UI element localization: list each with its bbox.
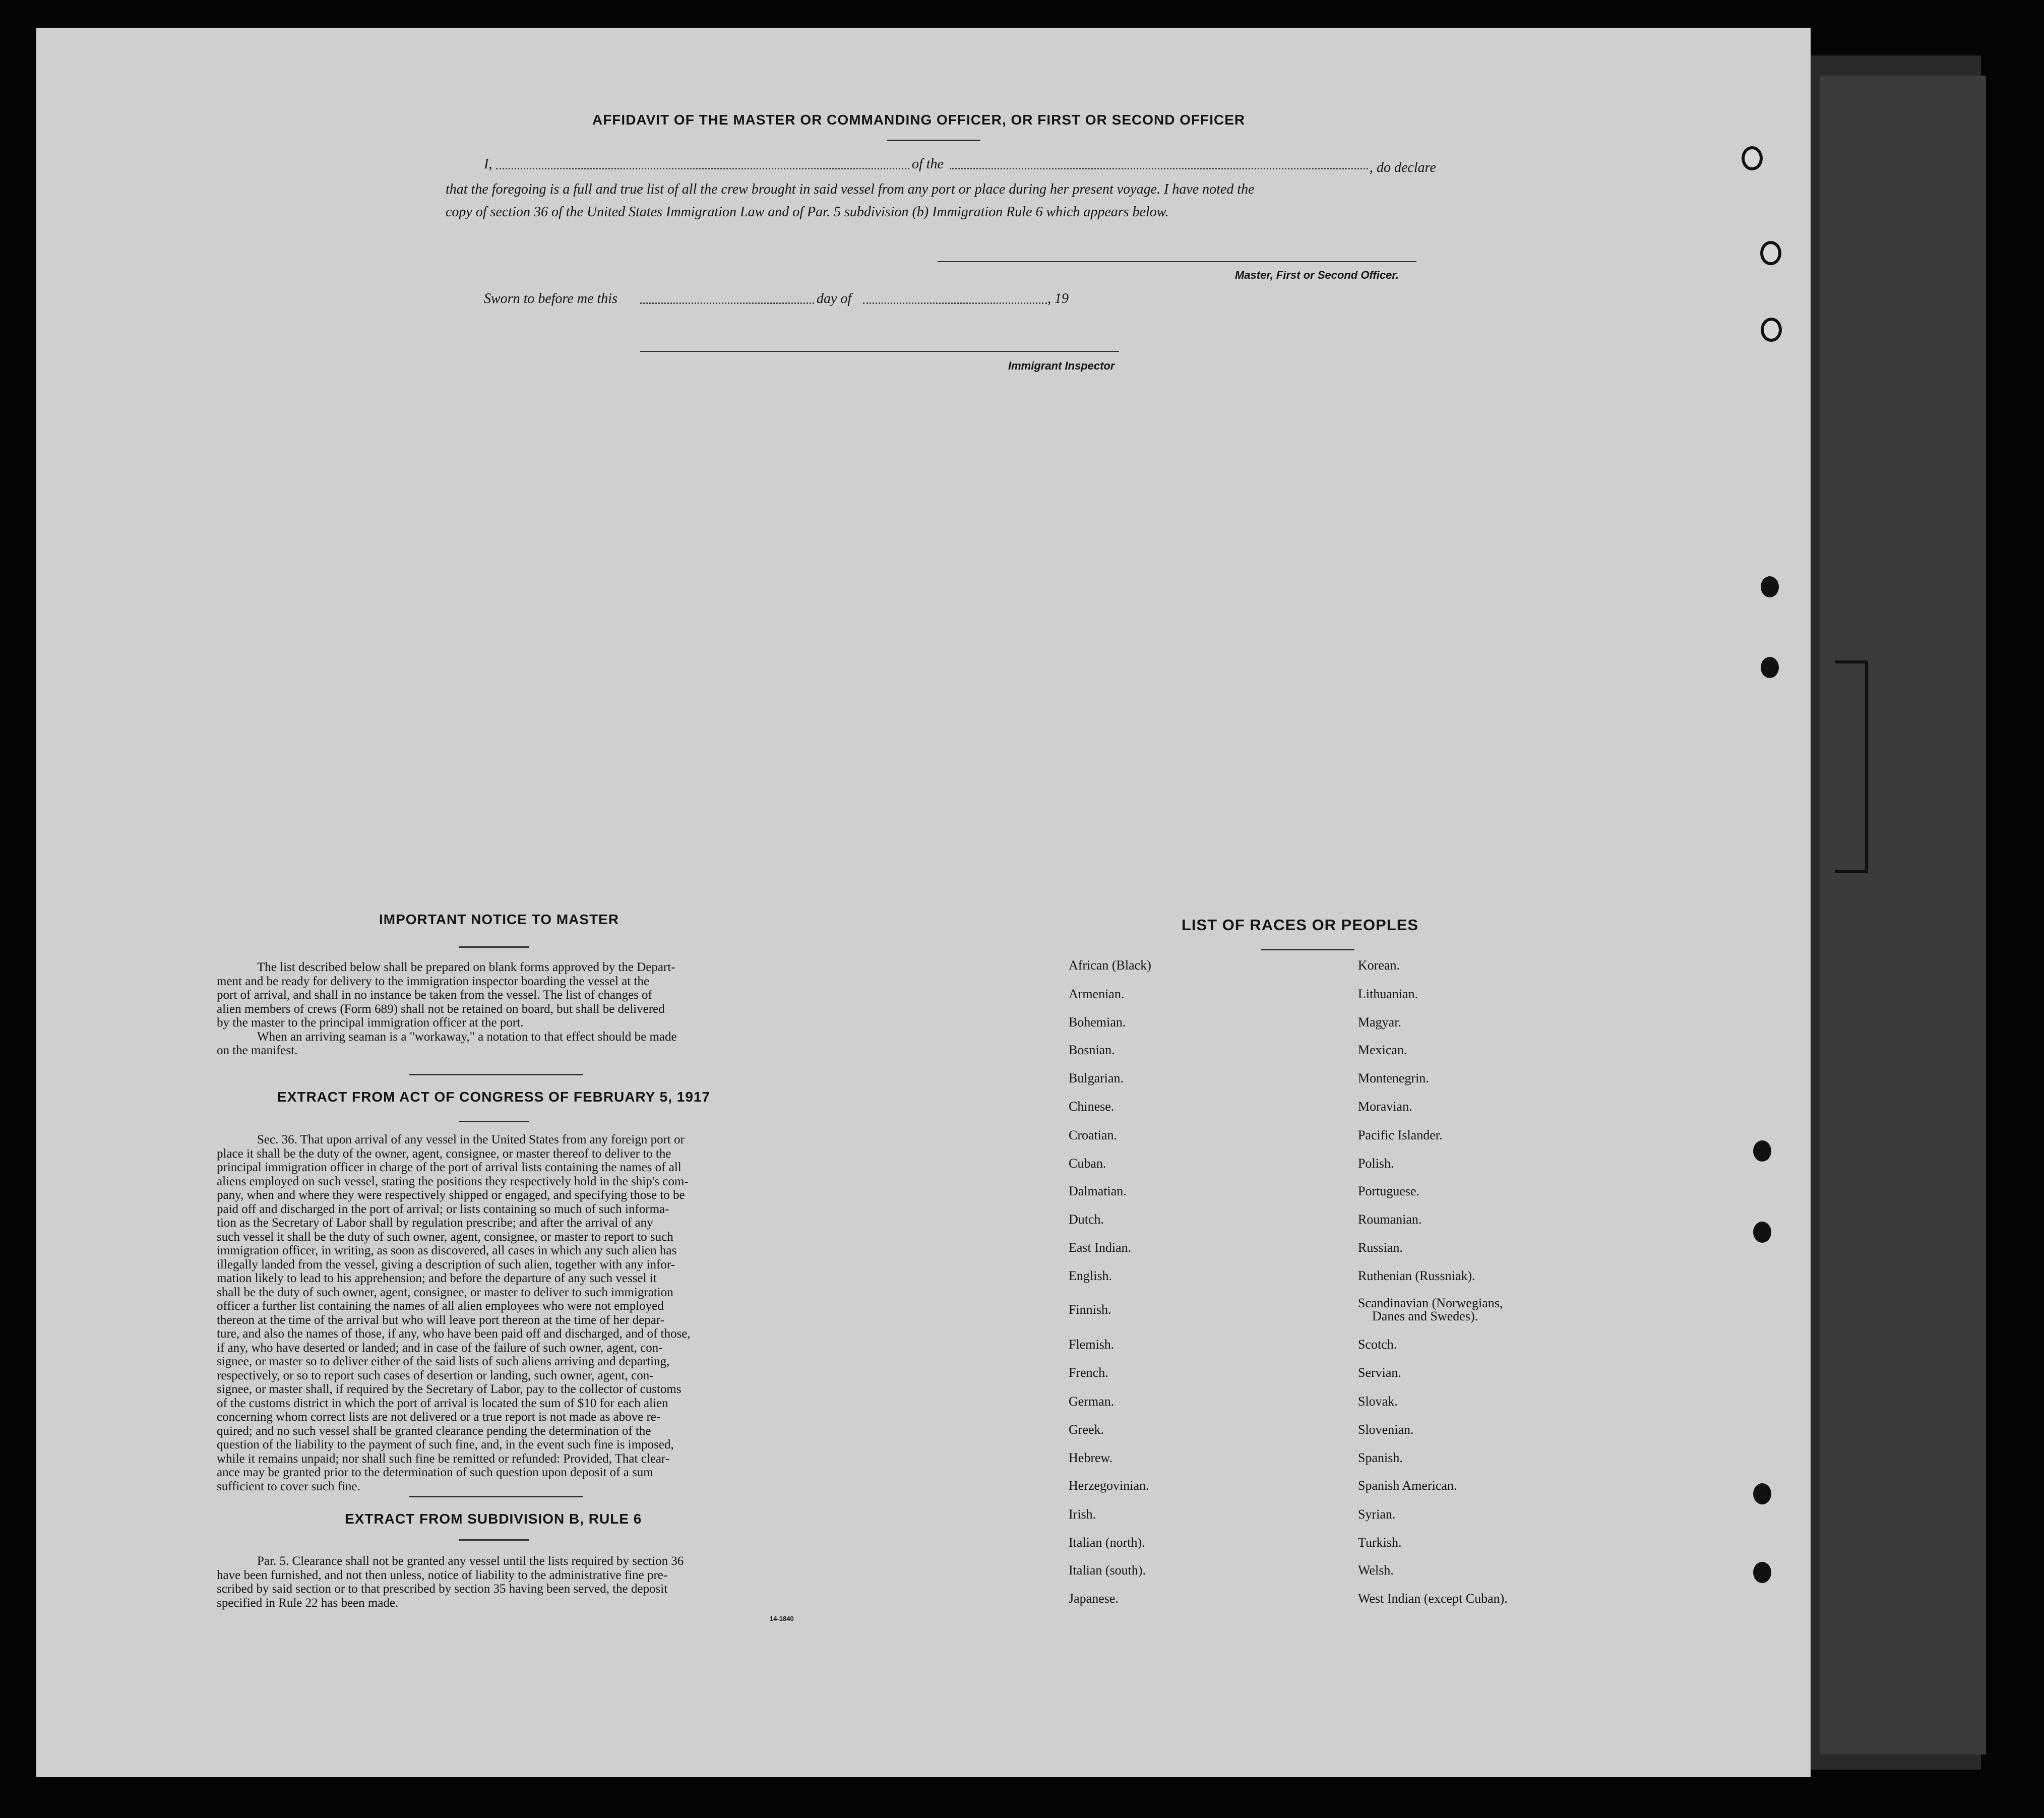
race-right-item: Scandinavian (Norwegians, — [1358, 1296, 1503, 1310]
race-right-item: Lithuanian. — [1358, 987, 1418, 1001]
race-right-item: Spanish American. — [1358, 1478, 1457, 1493]
affidavit-title-rule — [887, 140, 980, 141]
rule6-line: have been furnished, and not then unless, notice of liability to the administrative fine pre- — [217, 1568, 668, 1582]
manifest-page — [36, 28, 1811, 1777]
race-left-item: Croatian. — [1069, 1128, 1118, 1142]
sworn-year: , 19 — [1047, 291, 1069, 307]
race-left-item: African (Black) — [1069, 958, 1151, 973]
race-right-item: Ruthenian (Russniak). — [1358, 1268, 1475, 1283]
race-left-item: Dutch. — [1069, 1212, 1104, 1227]
races-title-rule — [1261, 949, 1354, 950]
act-line: signee, or master shall, if required by the Secretary of Labor, pay to the collector of customs — [217, 1382, 682, 1396]
race-right-item: Scotch. — [1358, 1337, 1397, 1352]
affidavit-declare: , do declare — [1370, 160, 1436, 175]
act-section-36-text — [217, 1133, 837, 1493]
race-left-item: Japanese. — [1069, 1591, 1119, 1606]
act-line: quired; and no such vessel shall be granted clearance pending the determination of the — [217, 1424, 651, 1438]
race-right-item: Korean. — [1358, 958, 1400, 973]
race-left-item: Bulgarian. — [1069, 1071, 1124, 1085]
race-left-item: Finnish. — [1069, 1302, 1111, 1317]
race-left-item: Irish. — [1069, 1507, 1096, 1522]
act-line: signee, or master so to deliver either of the said lists of such aliens arriving and departing, — [217, 1355, 670, 1368]
act-line: ture, and also the names of those, if any, who have been paid off and discharged, and of those, — [217, 1327, 691, 1341]
race-left-item: Bosnian. — [1069, 1043, 1115, 1057]
notice-line: on the manifest. — [217, 1044, 298, 1057]
notice-line: alien members of crews (Form 689) shall not be retained on board, but shall be delivered — [217, 1002, 665, 1016]
inspector-caption: Immigrant Inspector — [1008, 359, 1115, 372]
race-left-item: Dalmatian. — [1069, 1184, 1127, 1198]
race-left-item: Herzegovinian. — [1069, 1478, 1149, 1493]
binder-hole-icon — [1753, 1140, 1771, 1162]
form-number: 14-1840 — [770, 1615, 794, 1622]
race-right-item: Roumanian. — [1358, 1212, 1422, 1227]
vessel-blank[interactable] — [950, 168, 1368, 169]
name-blank[interactable] — [496, 168, 909, 169]
act-title-rule — [459, 1121, 529, 1122]
race-left-item: English. — [1069, 1268, 1112, 1283]
act-line: if any, who have deserted or landed; and in case of the failure of such owner, agent, con- — [217, 1341, 663, 1355]
act-title: EXTRACT FROM ACT OF CONGRESS OF FEBRUARY 5, 1917 — [277, 1089, 711, 1105]
act-line: question of the liability to the payment of such fine, and, in the event such fine is imposed, — [217, 1438, 674, 1451]
notice-line: by the master to the principal immigration officer at the port. — [217, 1016, 524, 1029]
race-left-item: Italian (south). — [1069, 1563, 1146, 1578]
race-right-item: Russian. — [1358, 1240, 1403, 1255]
race-right-item: Welsh. — [1358, 1563, 1394, 1578]
rule6-title: EXTRACT FROM SUBDIVISION B, RULE 6 — [345, 1511, 642, 1527]
binder-hole-icon — [1761, 318, 1782, 342]
binder-hole-icon — [1753, 1562, 1771, 1583]
race-right-item: Magyar. — [1358, 1015, 1401, 1029]
act-line: concerning whom correct lists are not delivered or a true report is not made as above re- — [217, 1410, 661, 1424]
race-right-item: Polish. — [1358, 1156, 1394, 1171]
race-right-item: Moravian. — [1358, 1099, 1412, 1114]
act-line: principal immigration officer in charge of the port of arrival lists containing the names of all — [217, 1161, 682, 1174]
notice-line: port of arrival, and shall in no instance be taken from the vessel. The list of changes of — [217, 988, 652, 1002]
rule6-title-rule — [459, 1539, 529, 1541]
rule6-line: Par. 5. Clearance shall not be granted any vessel until the lists required by section 36 — [257, 1554, 684, 1568]
act-line: aliens employed on such vessel, stating the positions they respectively hold in the ship's com- — [217, 1174, 689, 1188]
act-line: Sec. 36. That upon arrival of any vessel in the United States from any foreign port or — [257, 1133, 685, 1146]
race-right-item: Portuguese. — [1358, 1184, 1420, 1198]
race-left-item: Greek. — [1069, 1422, 1104, 1437]
sworn-month-blank[interactable] — [863, 302, 1047, 304]
act-line: sufficient to cover such fine. — [217, 1479, 360, 1493]
race-left-item: Flemish. — [1069, 1337, 1114, 1352]
act-line: place it shall be the duty of the owner, agent, consignee, or master thereof to deliver to the — [217, 1146, 671, 1161]
race-right-item-continued: Danes and Swedes). — [1372, 1309, 1478, 1323]
race-right-item: Slovenian. — [1358, 1422, 1414, 1437]
notice-line: ment and be ready for delivery to the immigration inspector boarding the vessel at the — [217, 974, 650, 988]
binder-hole-icon — [1761, 576, 1779, 597]
race-left-item: Bohemian. — [1069, 1015, 1126, 1029]
race-right-item: Servian. — [1358, 1365, 1401, 1380]
affidavit-line-2: that the foregoing is a full and true list of all the crew brought in said vessel from any port or place during her present voyage. I have noted the — [446, 181, 1255, 197]
affidavit-line-3: copy of section 36 of the United States Immigration Law and of Par. 5 subdivision (b) Immigration Rule 6 which appears below. — [446, 204, 1169, 220]
race-left-item: Chinese. — [1069, 1099, 1114, 1114]
race-left-item: Armenian. — [1069, 987, 1125, 1001]
race-right-item: Pacific Islander. — [1358, 1128, 1443, 1142]
master-signature-line[interactable] — [938, 261, 1416, 262]
binder-hole-icon — [1761, 657, 1779, 678]
notice-line: When an arriving seaman is a "workaway," a notation to that effect should be made — [257, 1029, 677, 1044]
act-line: ance may be granted prior to the determination of such question upon deposit of a sum — [217, 1466, 653, 1479]
race-right-item: Slovak. — [1358, 1394, 1398, 1409]
act-line: pany, when and where they were respectively shipped or engaged, and specifying those to be — [217, 1188, 685, 1202]
race-right-item: Turkish. — [1358, 1535, 1402, 1550]
act-line: immigration officer, in writing, as soon as discovered, all cases in which any such alien has — [217, 1244, 677, 1257]
sworn-prefix: Sworn to before me this — [484, 291, 617, 307]
act-line: illegally landed from the vessel, giving a description of such alien, together with any infor- — [217, 1257, 675, 1271]
act-line: respectively, or so to report such cases of desertion or landing, such owner, agent, con- — [217, 1368, 654, 1382]
act-line: paid off and discharged in the port of arrival; or lists containing so much of such informa- — [217, 1202, 669, 1216]
act-line: mation likely to lead to his apprehension; and before the departure of any such vessel it — [217, 1271, 657, 1285]
act-line: of the customs district in which the port of arrival is located the sum of $10 for each alien — [217, 1396, 668, 1410]
act-line: thereon at the time of the arrival but who will leave port thereon at the time of her depar- — [217, 1313, 665, 1327]
race-left-item: East Indian. — [1069, 1240, 1132, 1255]
binder-hole-icon — [1753, 1483, 1771, 1504]
act-line: while it remains unpaid; nor shall such fine be remitted or refunded: Provided, That clear- — [217, 1451, 670, 1466]
inspector-signature-line[interactable] — [640, 351, 1119, 352]
act-line: shall be the duty of such owner, agent, consignee, or master to deliver to such immigration — [217, 1285, 673, 1299]
index-tab-bracket — [1835, 660, 1868, 873]
notice-title: IMPORTANT NOTICE TO MASTER — [379, 912, 620, 927]
rule6-text — [217, 1554, 837, 1610]
act-line: officer a further list containing the names of all alien employees who were not employed — [217, 1299, 664, 1313]
affidavit-i: I, — [484, 156, 492, 172]
race-left-item: Hebrew. — [1069, 1450, 1113, 1465]
notice-line: The list described below shall be prepared on blank forms approved by the Depart- — [257, 960, 675, 974]
binder-hole-icon — [1760, 241, 1781, 265]
races-title: LIST OF RACES OR PEOPLES — [1182, 916, 1419, 934]
sworn-day-of: day of — [817, 291, 852, 307]
act-line: tion as the Secretary of Labor shall by regulation prescribe; and after the arrival of any — [217, 1216, 653, 1230]
sworn-day-blank[interactable] — [640, 302, 814, 304]
binder-hole-icon — [1753, 1222, 1771, 1243]
race-right-item: West Indian (except Cuban). — [1358, 1591, 1508, 1606]
race-left-item: Cuban. — [1069, 1156, 1106, 1171]
underlying-page-edge — [1820, 76, 1986, 1754]
race-right-item: Spanish. — [1358, 1450, 1403, 1465]
race-right-item: Montenegrin. — [1358, 1071, 1429, 1085]
rule6-line: specified in Rule 22 has been made. — [217, 1596, 399, 1610]
rule6-line: scribed by said section or to that prescribed by section 35 having been served, the deposit — [217, 1582, 668, 1596]
race-left-item: Italian (north). — [1069, 1535, 1145, 1550]
affidavit-of-the: of the — [912, 156, 944, 172]
binder-hole-icon — [1742, 146, 1763, 170]
master-caption: Master, First or Second Officer. — [1235, 269, 1399, 281]
race-right-item: Syrian. — [1358, 1507, 1396, 1522]
notice-section-divider — [409, 1074, 583, 1075]
race-left-item: French. — [1069, 1365, 1108, 1380]
race-left-item: German. — [1069, 1394, 1114, 1409]
notice-title-rule — [459, 946, 529, 948]
notice-text — [217, 960, 837, 1058]
act-line: such vessel it shall be the duty of such owner, agent, consignee, or master to report to such — [217, 1230, 673, 1244]
act-section-divider — [409, 1496, 583, 1497]
race-right-item: Mexican. — [1358, 1043, 1407, 1057]
affidavit-title: AFFIDAVIT OF THE MASTER OR COMMANDING OFFICER, OR FIRST OR SECOND OFFICER — [592, 112, 1246, 128]
